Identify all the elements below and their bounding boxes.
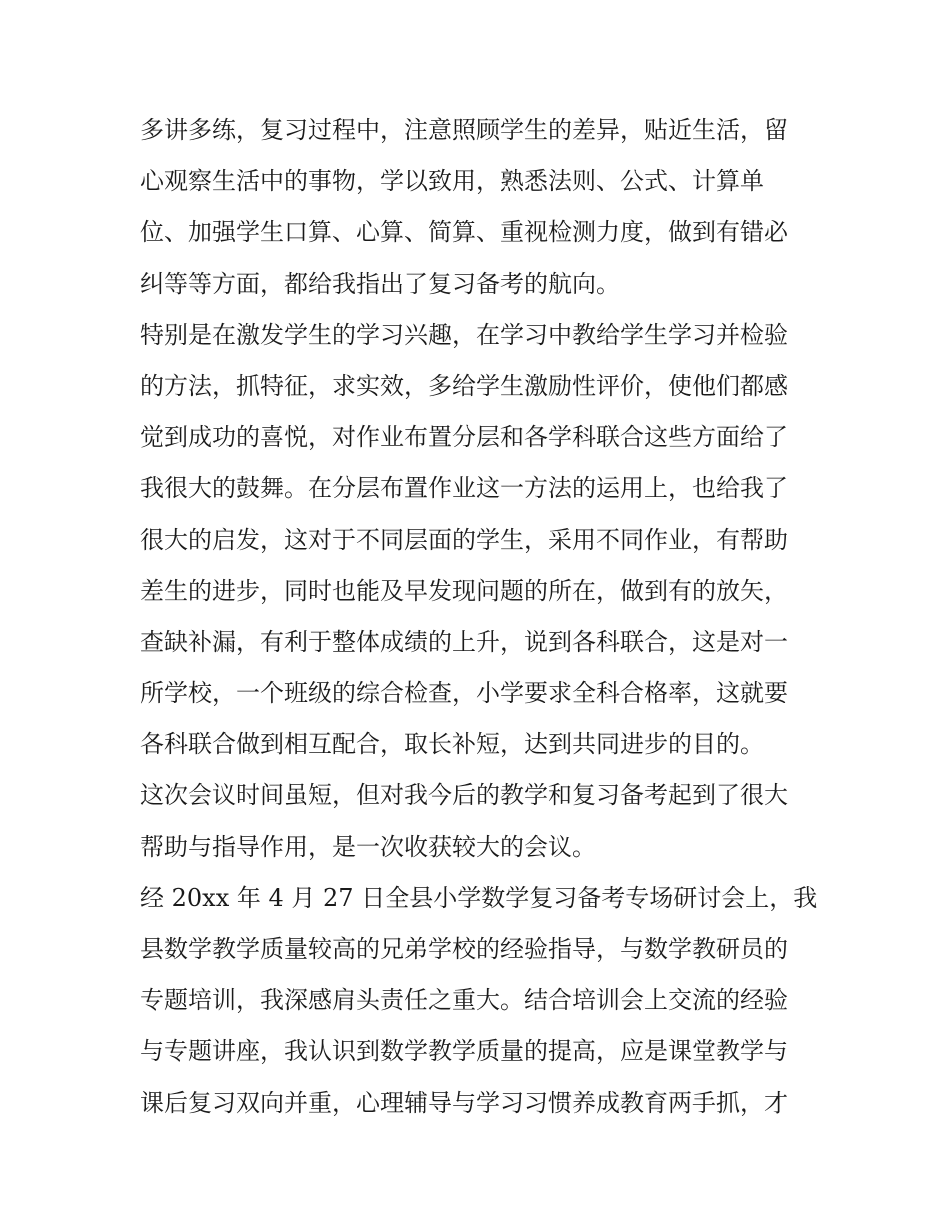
text-line: 查缺补漏，有利于整体成绩的上升，说到各科联合，这是对一 — [140, 627, 788, 656]
text-line: 所学校，一个班级的综合检查，小学要求全科合格率，这就要 — [140, 679, 788, 708]
text-line: 心观察生活中的事物，学以致用，熟悉法则、公式、计算单 — [140, 167, 764, 196]
document-body — [140, 108, 820, 1132]
text-line: 专题培训，我深感肩头责任之重大。结合培训会上交流的经验 — [140, 986, 788, 1015]
text-line: 各科联合做到相互配合，取长补短，达到共同进步的目的。 — [140, 730, 764, 759]
text-line: 特别是在激发学生的学习兴趣，在学习中教给学生学习并检验 — [140, 320, 788, 349]
text-line: 课后复习双向并重，心理辅导与学习习惯养成教育两手抓，才 — [140, 1088, 788, 1117]
text-line: 的方法，抓特征，求实效，多给学生激励性评价，使他们都感 — [140, 371, 788, 400]
text-line: 与专题讲座，我认识到数学教学质量的提高，应是课堂教学与 — [140, 1037, 788, 1066]
text-line: 帮助与指导作用，是一次收获较大的会议。 — [140, 832, 596, 861]
text-line: 这次会议时间虽短，但对我今后的教学和复习备考起到了很大 — [140, 781, 788, 810]
text-line: 很大的启发，这对于不同层面的学生，采用不同作业，有帮助 — [140, 525, 788, 554]
text-line: 经 20xx 年 4 月 27 日全县小学数学复习备考专场研讨会上，我 — [140, 883, 818, 912]
text-line: 差生的进步，同时也能及早发现问题的所在，做到有的放矢， — [140, 576, 788, 605]
text-line: 位、加强学生口算、心算、简算、重视检测力度，做到有错必 — [140, 218, 788, 247]
text-line: 县数学教学质量较高的兄弟学校的经验指导，与数学教研员的 — [140, 935, 788, 963]
text-line: 我很大的鼓舞。在分层布置作业这一方法的运用上，也给我了 — [140, 474, 788, 503]
text-line: 纠等等方面，都给我指出了复习备考的航向。 — [140, 269, 620, 298]
text-line: 觉到成功的喜悦，对作业布置分层和各学科联合这些方面给了 — [140, 423, 788, 452]
text-line: 多讲多练，复习过程中，注意照顾学生的差异，贴近生活，留 — [140, 116, 788, 144]
